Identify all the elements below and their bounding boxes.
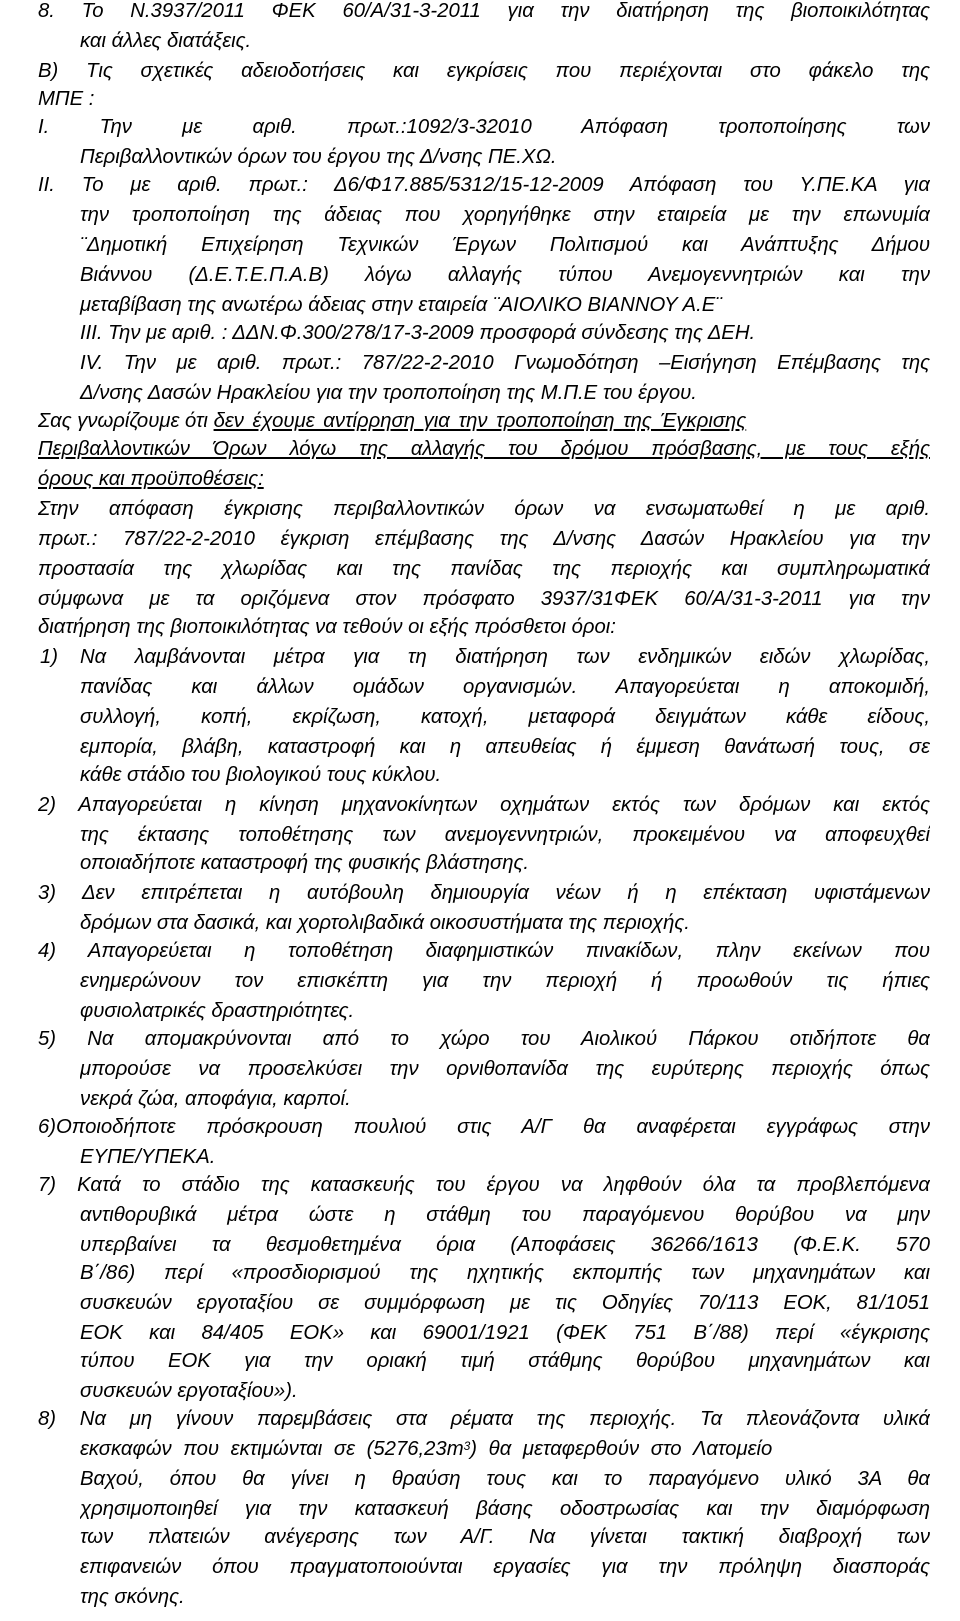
condition-7-line-5: συσκευών εργοταξίου σε συμμόρφωση με τις Οδηγίες 70/113 ΕΟΚ, 81/1051 [80, 1292, 930, 1314]
item-ii-line-4: Βιάννου (Δ.Ε.Τ.Ε.Π.Α.Β) λόγω αλλαγής τύπου Ανεμογεννητριών και την [80, 264, 930, 286]
condition-8-line-1: 8) Να μη γίνουν παρεμβάσεις στα ρέματα της περιοχής. Τα πλεονάζοντα υλικά [38, 1408, 930, 1430]
condition-1-line-1: Να λαμβάνονται μέτρα για τη διατήρηση των ενδημικών ειδών χλωρίδας, [80, 646, 930, 668]
paragraph-line-4: σύμφωνα με τα οριζόμενα στον πρόσφατο 3937/31ΦΕΚ 60/Α/31-3-2011 για την [38, 588, 930, 610]
statement-line-2: Περιβαλλοντικών Όρων λόγω της αλλαγής του δρόμου πρόσβασης, με τους εξής [38, 438, 930, 460]
condition-6-line-1: 6)Οποιοδήποτε πρόσκρουση πουλιού στις Α/Γ θα αναφέρεται εγγράφως στην [38, 1116, 930, 1138]
condition-7-line-8: συσκευών εργοταξίου»). [80, 1380, 298, 1402]
condition-7-line-7: τύπου ΕΟΚ για την οριακή τιμή στάθμης θορύβου μηχανημάτων και [80, 1350, 930, 1372]
paragraph-line-1: Στην απόφαση έγκρισης περιβαλλοντικών όρων να ενσωματωθεί η με αριθ. [38, 498, 930, 520]
item-ii-line-1: ΙΙ. Το με αριθ. πρωτ.: Δ6/Φ17.885/5312/15-12-2009 Απόφαση του Υ.ΠΕ.ΚΑ για [38, 174, 930, 196]
condition-6-line-2: ΕΥΠΕ/ΥΠΕΚΑ. [80, 1146, 216, 1168]
condition-4-line-1: 4) Απαγορεύεται η τοποθέτηση διαφημιστικών πινακίδων, πλην εκείνων που [38, 940, 930, 962]
condition-8-volume-text: εκσκαφών που εκτιμώνται σε (5276,23m [80, 1438, 464, 1460]
condition-8-line-6: επιφανειών όπου πραγματοποιούνται εργασίες για την πρόληψη διασποράς [80, 1556, 930, 1578]
condition-3-line-1: 3) Δεν επιτρέπεται η αυτόβουλη δημιουργία νέων ή η επέκταση υφιστάμενων [38, 882, 930, 904]
condition-4-line-2: ενημερώνουν τον επισκέπτη για την περιοχή ή προωθούν τις ήπιες [80, 970, 930, 992]
condition-8-quarry-text: ) θα μεταφερθούν στο Λατομείο [470, 1438, 773, 1460]
condition-7-line-6: ΕΟΚ και 84/405 ΕΟΚ» και 69001/1921 (ΦΕΚ 751 Β΄/88) περί «έγκρισης [80, 1322, 930, 1344]
paragraph-line-5: διατήρηση της βιοποικιλότητας να τεθούν οι εξής πρόσθετοι όροι: [38, 616, 616, 638]
condition-1-line-3: συλλογή, κοπή, εκρίζωση, κατοχή, μεταφορά δειγμάτων κάθε είδους, [80, 706, 930, 728]
item-iii-line-1: ΙΙΙ. Την με αριθ. : ΔΔΝ.Φ.300/278/17-3-2009 προσφορά σύνδεσης της ΔΕΗ. [80, 322, 756, 344]
section-b-line-1: Β) Τις σχετικές αδειοδοτήσεις και εγκρίσεις που περιέχονται στο φάκελο της [38, 60, 930, 82]
condition-7-line-4: Β΄/86) περί «προσδιορισμού της ηχητικής εκπομπής των μηχανημάτων και [80, 1262, 930, 1284]
condition-7-line-1: 7) Κατά το στάδιο της κατασκευής του έργου να ληφθούν όλα τα προβλεπόμενα [38, 1174, 930, 1196]
condition-8-line-4: χρησιμοποιηθεί για την κατασκευή βάσης οδοστρωσίας και την διαμόρφωση [80, 1498, 930, 1520]
item-8-line-1: 8. Το Ν.3937/2011 ΦΕΚ 60/Α/31-3-2011 για την διατήρηση της βιοποικιλότητας [38, 0, 930, 22]
statement-line-1 [38, 406, 930, 436]
condition-2-line-3: οποιαδήποτε καταστροφή της φυσικής βλάστησης. [80, 852, 530, 874]
item-ii-line-2: την τροποποίηση της άδειας που χορηγήθηκε στην εταιρεία με την επωνυμία [80, 204, 930, 226]
condition-1-number: 1) [40, 646, 59, 668]
condition-7-line-3: υπερβαίνει τα θεσμοθετημένα όρια (Αποφάσεις 36266/1613 (Φ.Ε.Κ. 570 [80, 1234, 930, 1256]
condition-2-line-2: της έκτασης τοποθέτησης των ανεμογεννητριών, προκειμένου να αποφευχθεί [80, 824, 930, 846]
statement-intro: Σας γνωρίζουμε ότι [38, 410, 214, 432]
condition-8-line-7: της σκόνης. [80, 1586, 185, 1608]
condition-8-line-5: των πλατειών ανέγερσης των Α/Γ. Να γίνεται τακτική διαβροχή των [80, 1526, 930, 1548]
cubic-superscript: 3 [463, 1439, 471, 1453]
condition-1-line-5: κάθε στάδιο του βιολογικού τους κύκλου. [80, 764, 442, 786]
statement-line-3: όρους και προϋποθέσεις: [38, 468, 264, 490]
item-iv-line-1: ΙV. Την με αριθ. πρωτ.: 787/22-2-2010 Γνωμοδότηση –Εισήγηση Επέμβασης της [80, 352, 930, 374]
paragraph-line-3: προστασία της χλωρίδας και της πανίδας της περιοχής και συμπληρωματικά [38, 558, 930, 580]
condition-8-line-3: Βαχού, όπου θα γίνει η θραύση τους και το παραγόμενο υλικό 3Α θα [80, 1468, 930, 1490]
condition-3-line-2: δρόμων στα δασικά, και χορτολιβαδικά οικοσυστήματα της περιοχής. [80, 912, 690, 934]
statement-underlined-start: δεν έχουμε αντίρρηση για την τροποποίηση της Έγκρισης [213, 410, 747, 432]
item-i-line-1: Ι. Την με αριθ. πρωτ.:1092/3-32010 Απόφαση τροποποίησης των [38, 116, 930, 138]
paragraph-line-2: πρωτ.: 787/22-2-2010 έγκριση επέμβασης της Δ/νσης Δασών Ηρακλείου για την [38, 528, 930, 550]
condition-7-line-2: αντιθορυβικά μέτρα ώστε η στάθμη του παραγόμενου θορύβου να μην [80, 1204, 930, 1226]
section-b-line-2: ΜΠΕ : [38, 88, 95, 110]
condition-5-line-3: νεκρά ζώα, αποφάγια, καρποί. [80, 1088, 351, 1110]
item-ii-line-3: ¨Δημοτική Επιχείρηση Τεχνικών Έργων Πολιτισμού και Ανάπτυξης Δήμου [80, 234, 930, 256]
item-ii-line-5: μεταβίβαση της ανωτέρω άδειας στην εταιρεία ¨ΑΙΟΛΙΚΟ ΒΙΑΝΝΟΥ Α.Ε¨ [80, 294, 722, 316]
condition-4-line-3: φυσιολατρικές δραστηριότητες. [80, 1000, 355, 1022]
condition-2-line-1: 2) Απαγορεύεται η κίνηση μηχανοκίνητων οχημάτων εκτός των δρόμων και εκτός [38, 794, 930, 816]
condition-5-line-1: 5) Να απομακρύνονται από το χώρο του Αιολικού Πάρκου οτιδήποτε θα [38, 1028, 930, 1050]
item-8-line-2: και άλλες διατάξεις. [80, 30, 252, 52]
condition-1-line-4: εμπορία, βλάβη, καταστροφή και η απευθείας ή έμμεση θανάτωσή τους, σε [80, 736, 930, 758]
item-i-line-2: Περιβαλλοντικών όρων του έργου της Δ/νσης ΠΕ.ΧΩ. [80, 146, 557, 168]
condition-8-line-2 [80, 1434, 930, 1464]
condition-5-line-2: μπορούσε να προσελκύσει την ορνιθοπανίδα της ευρύτερης περιοχής όπως [80, 1058, 930, 1080]
condition-1-line-2: πανίδας και άλλων ομάδων οργανισμών. Απαγορεύεται η αποκομιδή, [80, 676, 930, 698]
item-iv-line-2: Δ/νσης Δασών Ηρακλείου για την τροποποίηση της Μ.Π.Ε του έργου. [80, 382, 697, 404]
